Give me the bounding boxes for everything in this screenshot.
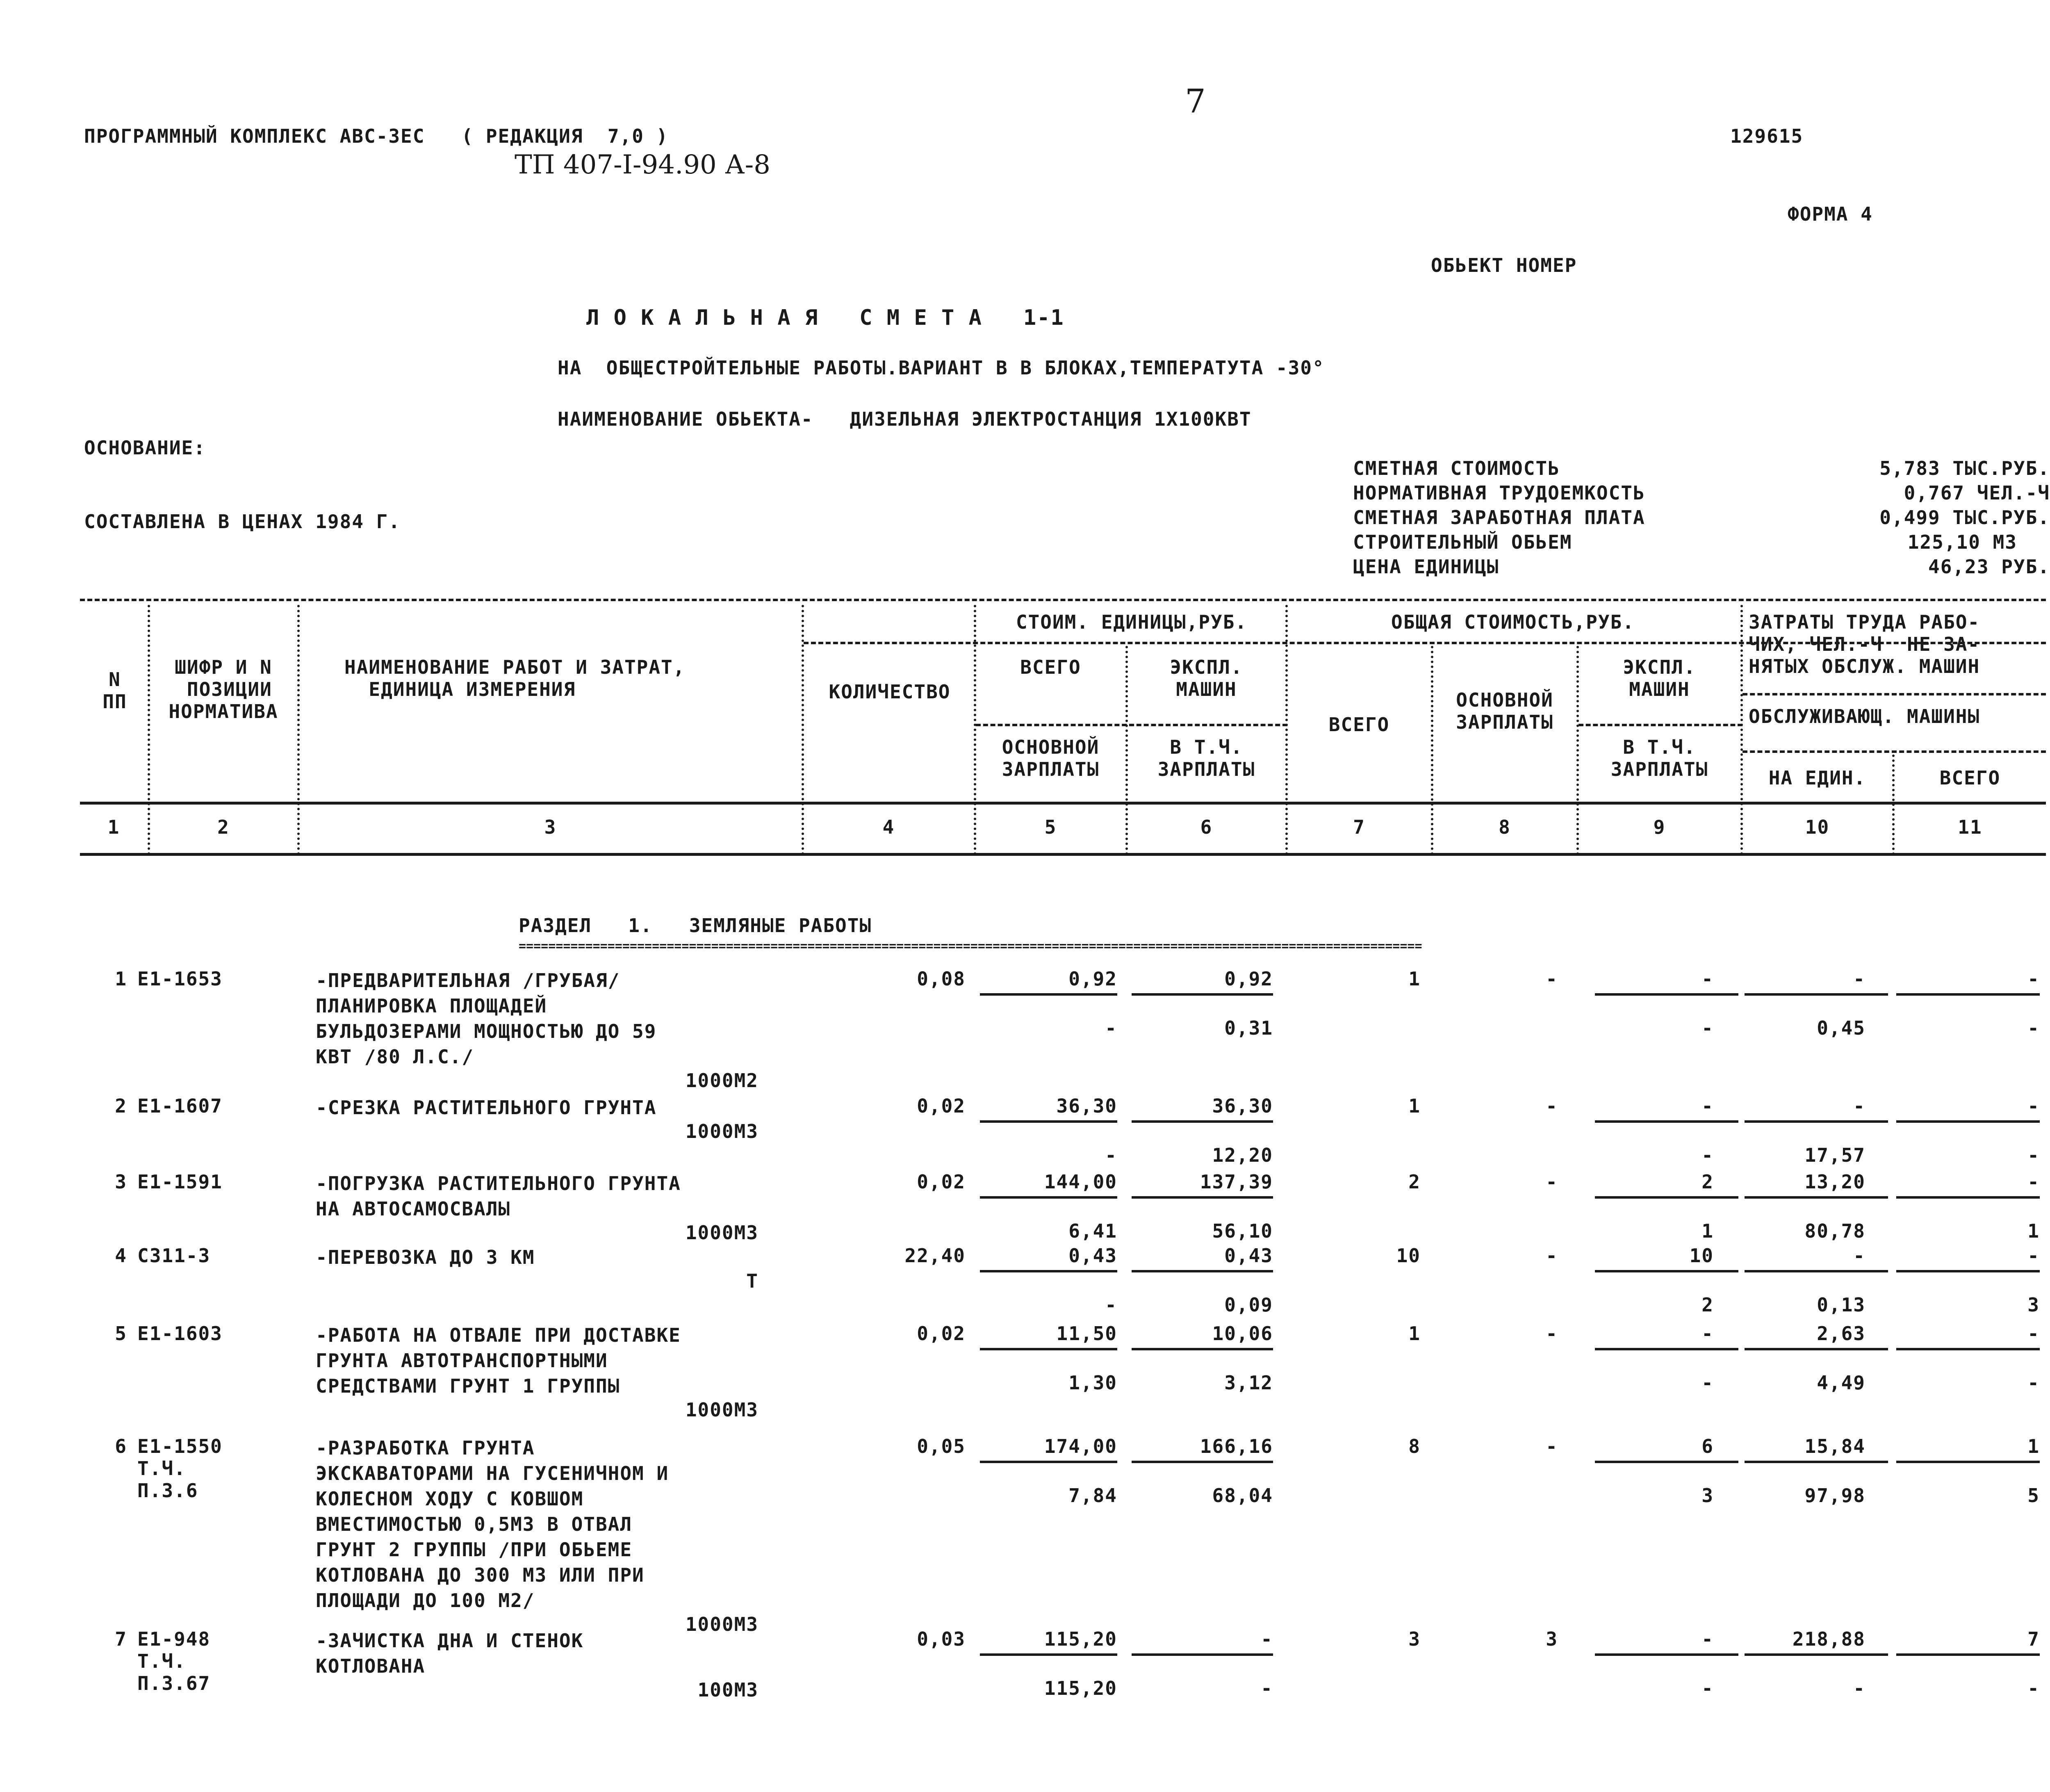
row-bottom-value: 56,10 [1212,1220,1273,1242]
row-top-value: - [1702,1628,1714,1650]
form-label: ФОРМА 4 [1788,203,1873,225]
cell-divider-line [1595,1196,1738,1199]
summary-label-labor: НОРМАТИВНАЯ ТРУДОЕМКОСТЬ [1353,482,1645,504]
row-bottom-value: 17,57 [1804,1144,1866,1166]
basis-label: ОСНОВАНИЕ: [84,437,206,459]
row-top-value: 166,16 [1200,1435,1273,1457]
row-bottom-value: 97,98 [1804,1484,1866,1507]
col-number-6: 6 [1200,816,1213,838]
row-top-value: - [2027,968,2040,990]
cell-divider-line [1595,1120,1738,1123]
section-underline: ========================================================================================================================== [519,939,1422,953]
row-number: 5 [115,1322,127,1345]
row-top-value: - [2027,1171,2040,1193]
row-bottom-value: - [1702,1372,1714,1394]
row-number: 2 [115,1095,127,1117]
row-number: 6 [115,1435,127,1457]
row-top-value: 36,30 [1056,1095,1117,1117]
header-unit-total: ВСЕГО [1020,656,1081,678]
cell-divider-line [1896,1120,2040,1123]
row-bottom-value: - [1702,1017,1714,1039]
row-top-value: 0,92 [1068,968,1117,990]
cell-divider-line [1595,1348,1738,1350]
row-bottom-value: 80,78 [1804,1220,1866,1242]
col-number-9: 9 [1653,816,1666,838]
row-bottom-value: - [2027,1372,2040,1394]
row-name: -ПРЕДВАРИТЕЛЬНАЯ /ГРУБАЯ/ ПЛАНИРОВКА ПЛОЩАДЕЙ БУЛЬДОЗЕРАМИ МОЩНОСТЬЮ ДО 59 КВТ /80 Л.С./ [316,969,657,1068]
row-top-value: 8 [1408,1435,1421,1457]
row-top-value: - [2027,1322,2040,1345]
col-number-5: 5 [1044,816,1057,838]
row-qty: 0,08 [917,968,966,990]
row-bottom-value: - [1702,1144,1714,1166]
row-code: Е1-1653 [137,968,223,990]
cell-divider-line [1132,993,1273,996]
row-bottom-value: 3,12 [1224,1372,1273,1394]
row-bottom-value: 5 [2027,1484,2040,1507]
row-top-value: 15,84 [1804,1435,1866,1457]
row-bottom-value: - [2027,1017,2040,1039]
row-code: С311-3 [137,1245,211,1267]
col-number-8: 8 [1499,816,1511,838]
col-number-1: 1 [107,816,120,838]
row-top-value: 115,20 [1044,1628,1117,1650]
row-unit: 1000М3 [685,1120,758,1142]
page-subtitle: НА ОБЩЕСТРОЙТЕЛЬНЫЕ РАБОТЫ.ВАРИАНТ В В БЛОКАХ,ТЕМПЕРАТУТА -30° [558,357,1325,379]
row-number: 3 [115,1171,127,1193]
row-qty: 0,02 [917,1171,966,1193]
header-unit-incl-wage: В Т.Ч. ЗАРПЛАТЫ [1157,736,1255,780]
row-code: Е1-1607 [137,1095,223,1117]
row-top-value: 144,00 [1044,1171,1117,1193]
row-bottom-value: 68,04 [1212,1484,1273,1507]
row-bottom-value: 3 [2027,1294,2040,1316]
row-top-value: 13,20 [1804,1171,1866,1193]
row-bottom-value: 115,20 [1044,1677,1117,1699]
summary-value-volume: 125,10 М3 [1907,531,2017,553]
row-top-value: 7 [2027,1628,2040,1650]
project-code: ТП 407-I-94.90 А-8 [515,150,770,180]
cell-divider-line [1896,1653,2040,1656]
summary-value-unit-price: 46,23 РУБ. [1928,556,2050,578]
header-total-incl-wage: В Т.Ч. ЗАРПЛАТЫ [1610,736,1708,780]
prices-label: СОСТАВЛЕНА В ЦЕНАХ 1984 Г. [84,511,401,533]
cell-divider-line [1132,1120,1273,1123]
cell-divider-line [1745,993,1888,996]
row-unit: 1000М3 [685,1399,758,1421]
cell-divider-line [1595,1653,1738,1656]
object-name-line: НАИМЕНОВАНИЕ ОБЬЕКТА- ДИЗЕЛЬНАЯ ЭЛЕКТРОСТАНЦИЯ 1Х100КВТ [558,408,1252,430]
summary-value-labor: 0,767 ЧЕЛ.-Ч [1904,482,2050,504]
header-code: ШИФР И N ПОЗИЦИИ НОРМАТИВА [169,656,278,723]
row-top-value: - [1546,968,1558,990]
header-total-cost: ОБЩАЯ СТОИМОСТЬ,РУБ. [1391,611,1635,633]
cell-divider-line [1896,1196,2040,1199]
row-top-value: 0,43 [1224,1245,1273,1267]
row-unit: 1000М2 [685,1069,758,1092]
header-qty: КОЛИЧЕСТВО [829,681,951,703]
row-top-value: 1 [1408,1322,1421,1345]
cell-divider-line [980,1270,1117,1272]
cell-divider-line [1896,1348,2040,1350]
header-unit-cost: СТОИМ. ЕДИНИЦЫ,РУБ. [1016,611,1248,633]
row-code: Е1-948 Т.Ч. П.3.67 [137,1628,211,1694]
row-bottom-value: - [2027,1677,2040,1699]
row-top-value: - [1546,1095,1558,1117]
cell-divider-line [1745,1270,1888,1272]
row-bottom-value: 2 [1702,1294,1714,1316]
row-top-value: 1 [2027,1435,2040,1457]
row-bottom-value: 0,45 [1817,1017,1866,1039]
summary-label-unit-price: ЦЕНА ЕДИНИЦЫ [1353,556,1499,578]
header-unit-machines: ЭКСПЛ. МАШИН [1170,656,1243,700]
row-top-value: 2,63 [1817,1322,1866,1345]
cell-divider-line [1896,1461,2040,1463]
row-code: Е1-1550 Т.Ч. П.3.6 [137,1435,223,1502]
summary-label-volume: СТРОИТЕЛЬНЫЙ ОБЬЕМ [1353,531,1572,553]
row-top-value: 0,43 [1068,1245,1117,1267]
row-top-value: 36,30 [1212,1095,1273,1117]
cell-divider-line [1745,1461,1888,1463]
row-top-value: 1 [1408,968,1421,990]
row-top-value: 10 [1396,1245,1421,1267]
cell-divider-line [1595,993,1738,996]
cell-divider-line [1595,1461,1738,1463]
row-qty: 0,05 [917,1435,966,1457]
row-top-value: 137,39 [1200,1171,1273,1193]
row-bottom-value: 6,41 [1068,1220,1117,1242]
cell-divider-line [980,1120,1117,1123]
row-qty: 0,02 [917,1095,966,1117]
row-bottom-value: 0,13 [1817,1294,1866,1316]
row-top-value: 6 [1702,1435,1714,1457]
row-top-value: - [1546,1245,1558,1267]
row-name: -ПОГРУЗКА РАСТИТЕЛЬНОГО ГРУНТА НА АВТОСАМОСВАЛЫ [316,1172,681,1220]
row-bottom-value: 0,09 [1224,1294,1273,1316]
cell-divider-line [1896,993,2040,996]
cell-divider-line [1132,1270,1273,1272]
header-total-basic-wage: ОСНОВНОЙ ЗАРПЛАТЫ [1456,689,1553,733]
row-bottom-value: 4,49 [1817,1372,1866,1394]
row-number: 1 [115,968,127,990]
cell-divider-line [1132,1196,1273,1199]
row-bottom-value: 1 [2027,1220,2040,1242]
row-top-value: - [1546,1322,1558,1345]
row-top-value: - [1702,968,1714,990]
cell-divider-line [980,1348,1117,1350]
col-number-4: 4 [882,816,895,838]
row-bottom-value: 12,20 [1212,1144,1273,1166]
row-bottom-value: 1,30 [1068,1372,1117,1394]
row-top-value: 10,06 [1212,1322,1273,1345]
header-total-all: ВСЕГО [1328,714,1390,736]
cell-divider-line [980,1196,1117,1199]
row-unit: 1000М3 [685,1613,758,1635]
row-top-value: - [1853,1245,1866,1267]
program-line: ПРОГРАММНЫЙ КОМПЛЕКС АВС-3ЕС ( РЕДАКЦИЯ 7,0 ) [84,125,669,147]
row-qty: 0,02 [917,1322,966,1345]
header-n: N ПП [102,668,127,713]
row-top-value: 174,00 [1044,1435,1117,1457]
cell-divider-line [1595,1270,1738,1272]
row-name: -ЗАЧИСТКА ДНА И СТЕНОК КОТЛОВАНА [316,1630,584,1677]
header-unit-basic-wage: ОСНОВНОЙ ЗАРПЛАТЫ [1002,736,1100,780]
col-number-11: 11 [1958,816,1982,838]
row-qty: 22,40 [904,1245,966,1267]
cell-divider-line [1745,1348,1888,1350]
row-name: -РАБОТА НА ОТВАЛЕ ПРИ ДОСТАВКЕ ГРУНТА АВТОТРАНСПОРТНЫМИ СРЕДСТВАМИ ГРУНТ 1 ГРУППЫ [316,1324,681,1397]
row-top-value: 1 [1408,1095,1421,1117]
row-bottom-value: - [2027,1144,2040,1166]
row-qty: 0,03 [917,1628,966,1650]
cell-divider-line [1896,1270,2040,1272]
row-unit: 100М3 [697,1679,758,1701]
cell-divider-line [1745,1653,1888,1656]
summary-value-wage: 0,499 ТЫС.РУБ. [1879,506,2050,529]
row-top-value: 0,92 [1224,968,1273,990]
row-bottom-value: - [1105,1017,1117,1039]
row-top-value: - [1702,1095,1714,1117]
row-unit: 1000М3 [685,1222,758,1244]
page-number: 7 [1185,82,1206,120]
section-title: РАЗДЕЛ 1. ЗЕМЛЯНЫЕ РАБОТЫ [519,914,872,937]
summary-label-wage: СМЕТНАЯ ЗАРАБОТНАЯ ПЛАТА [1353,506,1645,529]
row-top-value: - [1702,1322,1714,1345]
row-top-value: - [1853,1095,1866,1117]
row-bottom-value: 3 [1702,1484,1714,1507]
row-top-value: - [2027,1245,2040,1267]
cell-divider-line [1132,1461,1273,1463]
row-code: Е1-1603 [137,1322,223,1345]
header-labor-total: ВСЕГО [1939,767,2001,789]
row-top-value: 3 [1408,1628,1421,1650]
row-bottom-value: 1 [1702,1220,1714,1242]
doc-number: 129615 [1730,125,1804,147]
row-bottom-value: - [1853,1677,1866,1699]
row-top-value: - [1546,1435,1558,1457]
col-number-2: 2 [217,816,230,838]
row-bottom-value: - [1105,1294,1117,1316]
header-labor-machines: ОБСЛУЖИВАЮЩ. МАШИНЫ [1749,705,1980,727]
summary-value-cost: 5,783 ТЫС.РУБ. [1879,457,2050,479]
row-number: 7 [115,1628,127,1650]
col-number-7: 7 [1353,816,1365,838]
row-name: -РАЗРАБОТКА ГРУНТА ЭКСКАВАТОРАМИ НА ГУСЕНИЧНОМ И КОЛЕСНОМ ХОДУ С КОВШОМ ВМЕСТИМОСТЬЮ 0,5М3 В ОТВАЛ ГРУНТ 2 ГРУППЫ /ПРИ ОБЬЕМЕ КОТЛОВАНА ДО 300 М3 ИЛИ ПРИ ПЛОЩАДИ ДО 100 М2/ [316,1437,669,1612]
row-bottom-value: - [1702,1677,1714,1699]
row-number: 4 [115,1245,127,1267]
cell-divider-line [980,1461,1117,1463]
row-top-value: 11,50 [1056,1322,1117,1345]
row-code: Е1-1591 [137,1171,223,1193]
row-name: -СРЕЗКА РАСТИТЕЛЬНОГО ГРУНТА [316,1097,657,1119]
row-bottom-value: - [1105,1144,1117,1166]
page-title: Л О К А Л Ь Н А Я С М Е Т А 1-1 [586,306,1064,330]
row-name: -ПЕРЕВОЗКА ДО 3 КМ [316,1246,535,1268]
row-top-value: - [1261,1628,1273,1650]
header-labor: ЗАТРАТЫ ТРУДА РАБО- ЧИХ, ЧЕЛ.-Ч НЕ ЗА- НЯТЫХ ОБСЛУЖ. МАШИН [1749,611,1980,677]
cell-divider-line [1745,1196,1888,1199]
header-name: НАИМЕНОВАНИЕ РАБОТ И ЗАТРАТ, ЕДИНИЦА ИЗМЕРЕНИЯ [344,656,686,700]
row-top-value: - [2027,1095,2040,1117]
row-top-value: 218,88 [1792,1628,1866,1650]
cell-divider-line [1132,1348,1273,1350]
cell-divider-line [1132,1653,1273,1656]
header-total-machines: ЭКСПЛ. МАШИН [1623,656,1696,700]
row-top-value: 2 [1408,1171,1421,1193]
cell-divider-line [1745,1120,1888,1123]
row-top-value: - [1546,1171,1558,1193]
row-top-value: - [1853,968,1866,990]
cell-divider-line [980,1653,1117,1656]
cell-divider-line [980,993,1117,996]
row-top-value: 10 [1689,1245,1714,1267]
row-bottom-value: - [1261,1677,1273,1699]
row-top-value: 3 [1546,1628,1558,1650]
row-unit: Т [746,1270,758,1292]
row-top-value: 2 [1702,1171,1714,1193]
header-labor-unit: НА ЕДИН. [1768,767,1866,789]
col-number-3: 3 [544,816,557,838]
object-number-label: ОБЬЕКТ НОМЕР [1431,254,1577,276]
col-number-10: 10 [1805,816,1830,838]
row-bottom-value: 7,84 [1068,1484,1117,1507]
summary-label-cost: СМЕТНАЯ СТОИМОСТЬ [1353,457,1560,479]
row-bottom-value: 0,31 [1224,1017,1273,1039]
